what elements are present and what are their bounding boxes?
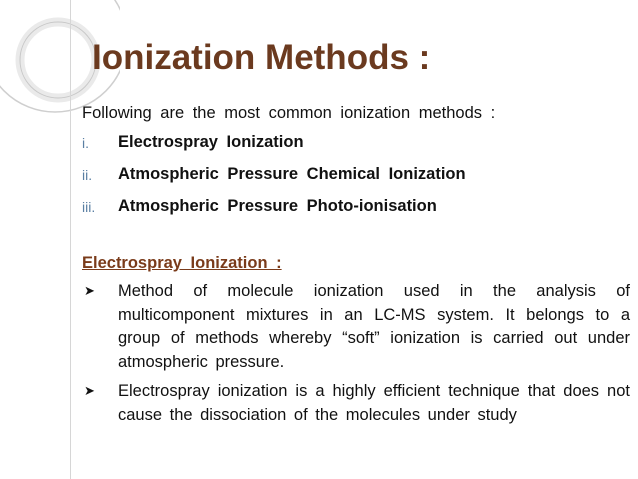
section-heading: Electrospray Ionization : bbox=[82, 254, 282, 272]
list-label: Atmospheric Pressure Photo-ionisation bbox=[118, 197, 437, 215]
page-title: Ionization Methods : bbox=[92, 38, 431, 77]
vertical-rule bbox=[70, 0, 71, 479]
list-numeral: ii. bbox=[82, 167, 93, 183]
bullet-text: Method of molecule ionization used in the analysis of multicomponent mixtures in an LC-MS system. It belongs to a group of methods whereby “soft” ionization is carried out under atmospheric pressure. bbox=[118, 282, 630, 371]
list-label: Electrospray Ionization bbox=[118, 133, 304, 151]
bullet-text: Electrospray ionization is a highly efficient technique that does not cause the dissociation of the molecules under study bbox=[118, 382, 630, 424]
bullet-item bbox=[82, 380, 630, 427]
arrow-bullet-icon: ➤ bbox=[84, 383, 95, 398]
list-numeral: i. bbox=[82, 135, 89, 151]
bullet-item bbox=[82, 280, 630, 374]
list-numeral: iii. bbox=[82, 199, 96, 215]
arrow-bullet-icon: ➤ bbox=[84, 283, 95, 298]
list-label: Atmospheric Pressure Chemical Ionization bbox=[118, 165, 466, 183]
bullet-list bbox=[82, 280, 630, 433]
intro-text: Following are the most common ionization methods : bbox=[82, 104, 496, 122]
